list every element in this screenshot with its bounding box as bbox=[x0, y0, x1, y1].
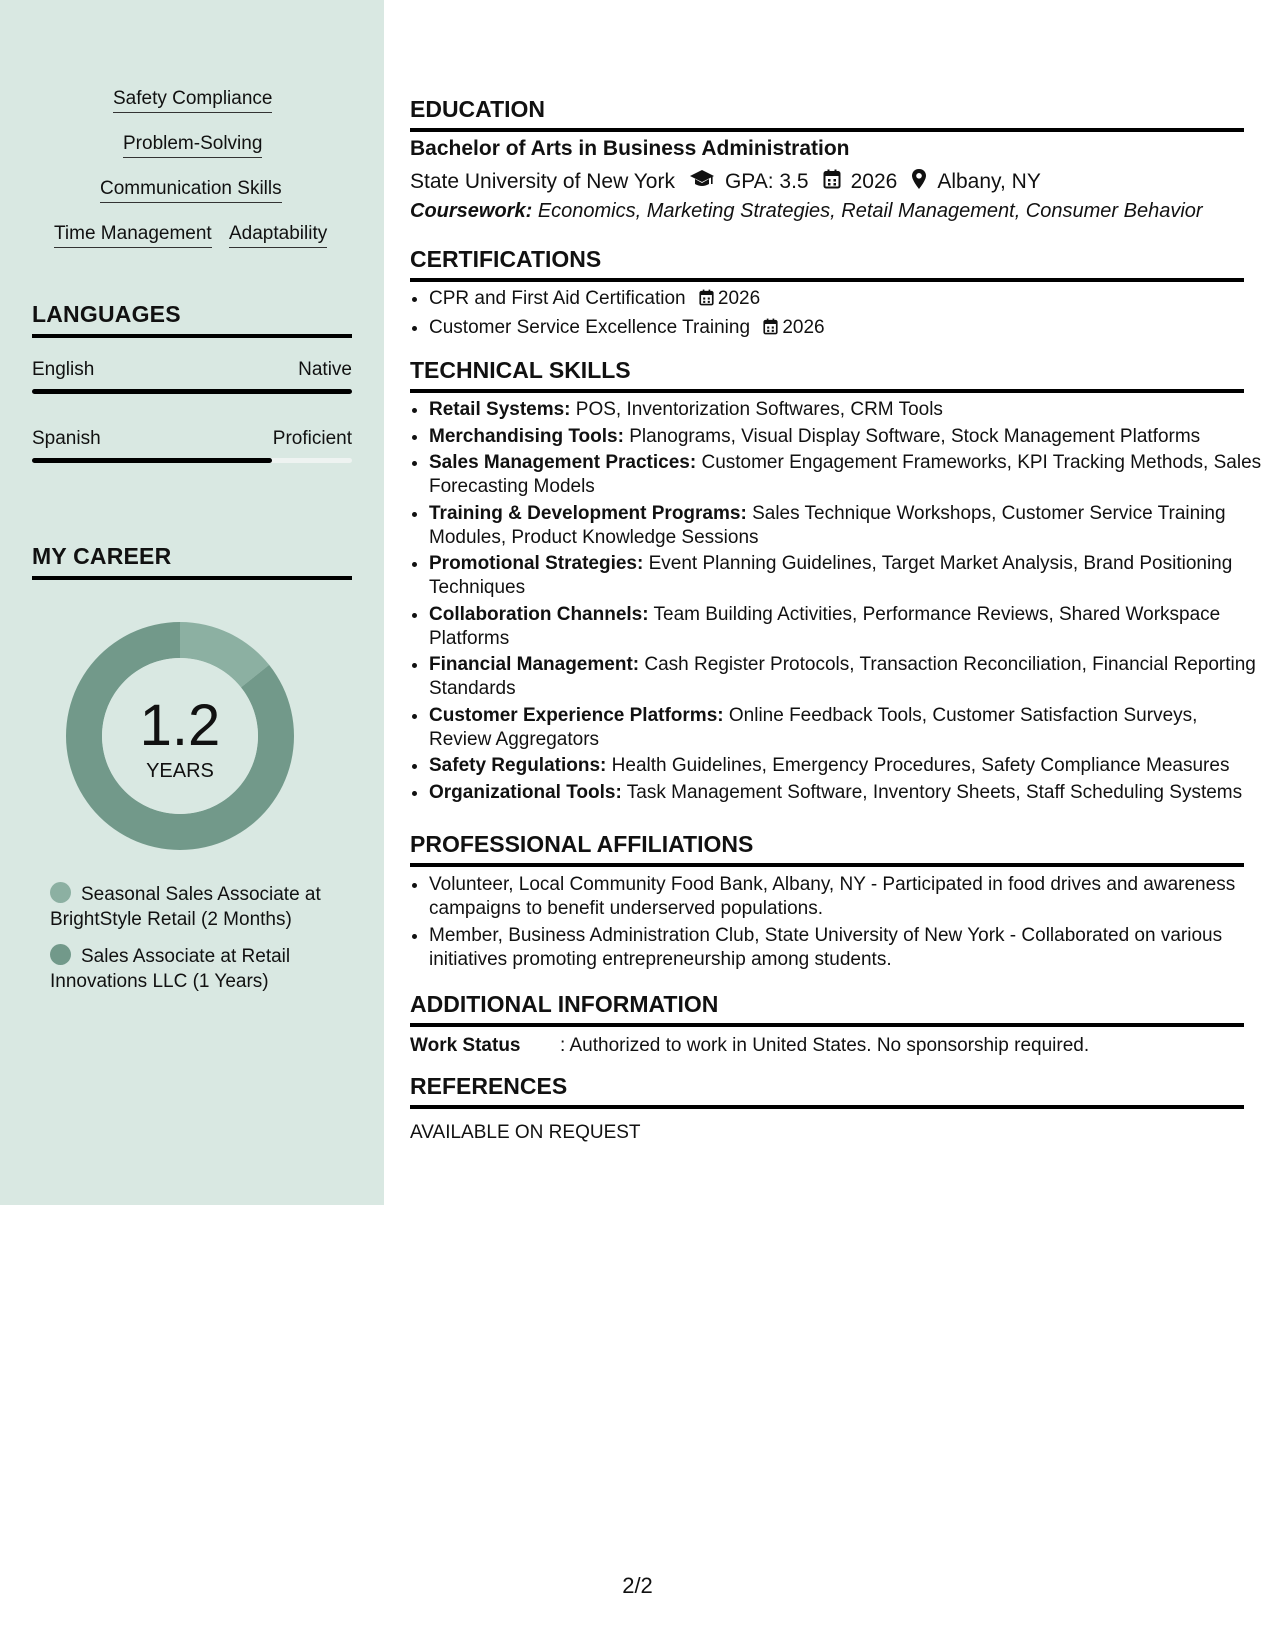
skill-detail: Customer Engagement Frameworks, KPI Tracking Methods, Sales Forecasting Models bbox=[429, 452, 1262, 497]
skill-tag: Adaptability bbox=[229, 223, 327, 248]
career-dot bbox=[50, 944, 71, 965]
skill-category: Sales Management Practices: bbox=[429, 452, 697, 473]
work-status-label: Work Status bbox=[410, 1035, 521, 1056]
education-gpa: GPA: 3.5 bbox=[724, 170, 809, 193]
career-years-label: YEARS bbox=[146, 760, 214, 782]
language-bar-fill bbox=[32, 389, 352, 394]
list-item bbox=[429, 451, 1263, 499]
coursework-label: Coursework: bbox=[410, 200, 533, 222]
education-degree: Bachelor of Arts in Business Administration bbox=[410, 137, 850, 160]
coursework-text: Economics, Marketing Strategies, Retail Management, Consumer Behavior bbox=[537, 200, 1203, 222]
career-dot bbox=[50, 882, 71, 903]
list-item: • Volunteer, Local Community Food Bank, Albany, NY - Participated in food drives and awareness campaigns to benefit underserved populations. bbox=[429, 873, 1263, 921]
certification-name: CPR and First Aid Certification bbox=[429, 288, 686, 309]
education-coursework bbox=[410, 200, 1203, 223]
skill-tag: Time Management bbox=[54, 223, 212, 248]
language-level: Native bbox=[298, 359, 352, 380]
technical-skills-list bbox=[410, 398, 1263, 807]
languages-heading: LANGUAGES bbox=[32, 301, 352, 338]
additional-info-heading: ADDITIONAL INFORMATION bbox=[410, 991, 1244, 1027]
list-item bbox=[429, 754, 1263, 778]
skill-detail: Event Planning Guidelines, Target Market Analysis, Brand Positioning Techniques bbox=[429, 553, 1233, 598]
career-item bbox=[50, 944, 350, 994]
calendar-icon bbox=[763, 318, 778, 342]
skill-tag: Communication Skills bbox=[100, 178, 282, 203]
language-bar bbox=[32, 458, 352, 463]
certification-year: 2026 bbox=[717, 288, 761, 309]
list-item bbox=[429, 653, 1263, 701]
skill-detail: Team Building Activities, Performance Reviews, Shared Workspace Platforms bbox=[429, 603, 1221, 649]
certifications-list bbox=[410, 287, 1263, 344]
career-item bbox=[50, 882, 350, 932]
sidebar bbox=[0, 0, 384, 1205]
language-level: Proficient bbox=[272, 428, 352, 449]
list-item bbox=[429, 781, 1263, 805]
skill-category: Promotional Strategies: bbox=[429, 553, 644, 574]
work-status-value: : Authorized to work in United States. No sponsorship required. bbox=[560, 1035, 1090, 1056]
language-bar-fill bbox=[32, 458, 272, 463]
skill-detail: Online Feedback Tools, Customer Satisfaction Surveys, Review Aggregators bbox=[429, 704, 1198, 750]
skill-category: Training & Development Programs: bbox=[429, 502, 747, 524]
career-item-text: Sales Associate at Retail Innovations LLC (1 Years) bbox=[50, 946, 291, 992]
skill-category: Merchandising Tools: bbox=[429, 425, 624, 447]
list-item bbox=[429, 287, 1263, 313]
references-text: AVAILABLE ON REQUEST bbox=[410, 1122, 641, 1143]
certification-date bbox=[699, 288, 760, 309]
skill-detail: Health Guidelines, Emergency Procedures, Safety Compliance Measures bbox=[611, 755, 1230, 776]
skill-category: Safety Regulations: bbox=[429, 755, 607, 776]
list-item bbox=[429, 704, 1263, 752]
skill-category: Retail Systems: bbox=[429, 399, 571, 420]
graduation-cap-icon bbox=[689, 169, 715, 195]
technical-skills-heading: TECHNICAL SKILLS bbox=[410, 357, 1244, 393]
education-location: Albany, NY bbox=[937, 170, 1041, 193]
language-name: Spanish bbox=[32, 428, 101, 449]
list-item: • Member, Business Administration Club, State University of New York - Collaborated on various initiatives promoting entrepreneurship among students. bbox=[429, 924, 1263, 972]
certification-name: Customer Service Excellence Training bbox=[429, 316, 751, 338]
education-heading: EDUCATION bbox=[410, 96, 1244, 132]
skill-category: Collaboration Channels: bbox=[429, 603, 649, 625]
references-heading: REFERENCES bbox=[410, 1073, 1244, 1109]
skill-detail: Cash Register Protocols, Transaction Reconciliation, Financial Reporting Standards bbox=[429, 654, 1256, 699]
page-number: 2/2 bbox=[622, 1573, 653, 1598]
certification-year: 2026 bbox=[782, 316, 825, 338]
career-heading: MY CAREER bbox=[32, 543, 352, 580]
skill-detail: Planograms, Visual Display Software, Stock Management Platforms bbox=[629, 425, 1201, 447]
calendar-icon bbox=[699, 289, 714, 313]
career-item-text: Seasonal Sales Associate at BrightStyle Retail (2 Months) bbox=[50, 884, 321, 930]
skill-detail: POS, Inventorization Softwares, CRM Tools bbox=[575, 399, 943, 420]
skill-category: Organizational Tools: bbox=[429, 781, 622, 803]
certifications-heading: CERTIFICATIONS bbox=[410, 246, 1244, 282]
affiliations-list bbox=[410, 873, 1263, 974]
language-row bbox=[32, 428, 352, 450]
additional-info-row bbox=[410, 1035, 1089, 1057]
language-row bbox=[32, 359, 352, 381]
affiliations-heading: PROFESSIONAL AFFILIATIONS bbox=[410, 831, 1244, 867]
skill-detail: Sales Technique Workshops, Customer Service Training Modules, Product Knowledge Sessions bbox=[429, 502, 1226, 548]
skill-tag: Problem-Solving bbox=[123, 133, 262, 158]
list-item bbox=[429, 425, 1263, 449]
list-item bbox=[429, 603, 1263, 651]
list-item bbox=[429, 552, 1263, 600]
skill-detail: Task Management Software, Inventory Sheets, Staff Scheduling Systems bbox=[626, 781, 1243, 803]
list-item bbox=[429, 316, 1263, 342]
calendar-icon bbox=[823, 169, 841, 195]
list-item bbox=[429, 502, 1263, 550]
location-pin-icon bbox=[911, 168, 927, 196]
education-meta bbox=[410, 168, 1041, 196]
skill-category: Customer Experience Platforms: bbox=[429, 704, 724, 726]
skill-tag: Safety Compliance bbox=[113, 88, 272, 113]
career-donut-chart bbox=[66, 622, 294, 850]
education-school: State University of New York bbox=[410, 170, 675, 193]
career-years-value: 1.2 bbox=[139, 693, 221, 758]
language-name: English bbox=[32, 359, 95, 380]
certification-date bbox=[763, 317, 824, 338]
language-bar bbox=[32, 389, 352, 394]
skill-category: Financial Management: bbox=[429, 654, 640, 675]
education-year: 2026 bbox=[850, 170, 898, 193]
list-item bbox=[429, 398, 1263, 422]
